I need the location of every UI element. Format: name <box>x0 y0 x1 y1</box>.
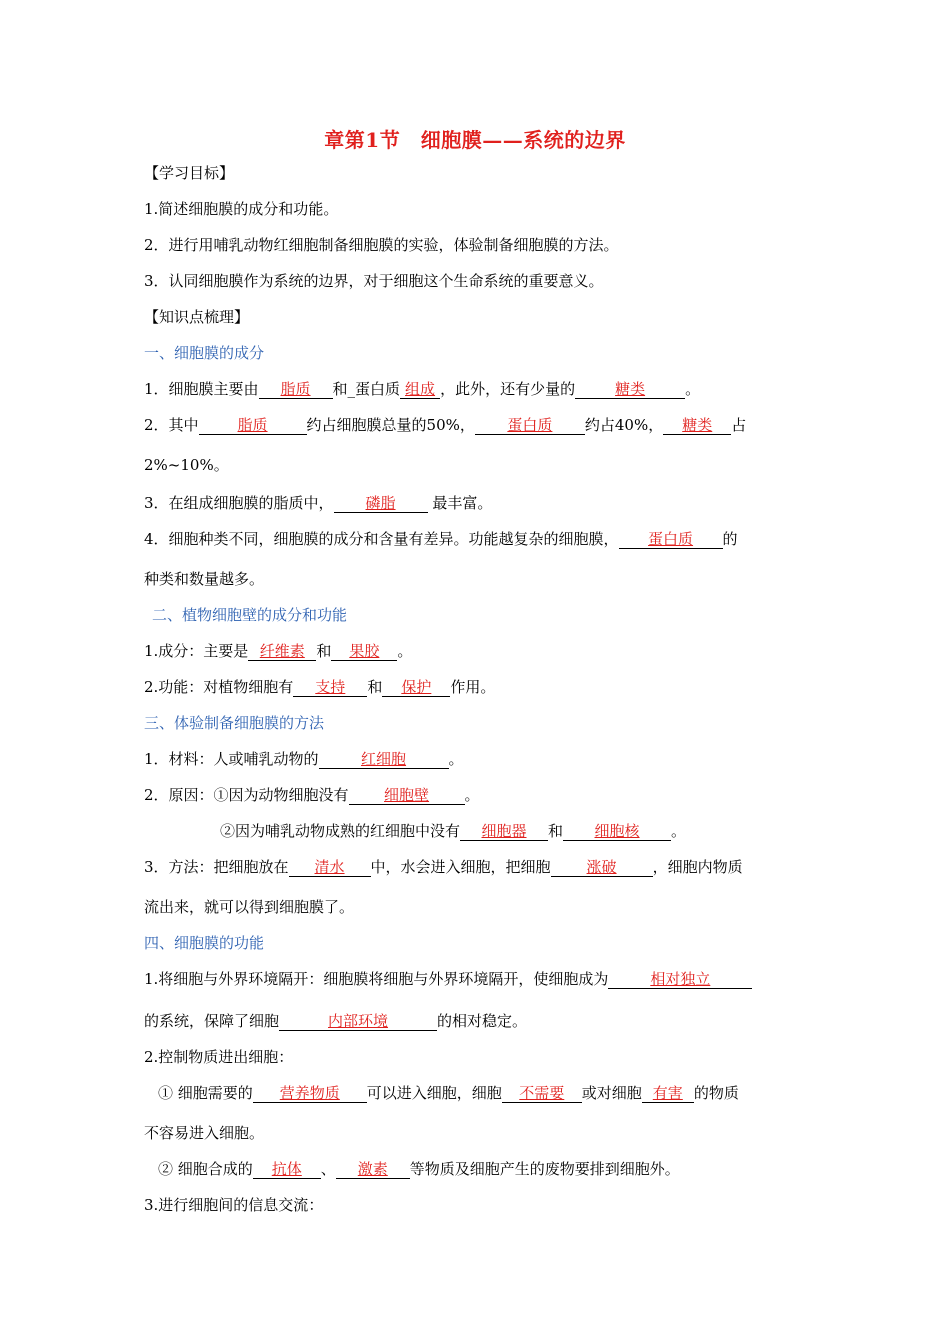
text: 和 <box>548 822 564 840</box>
section-2-heading: 二、植物细胞壁的成分和功能 <box>152 606 348 624</box>
text: 和 <box>316 642 332 660</box>
text: 。 <box>685 380 701 398</box>
answer-blank <box>642 1084 694 1103</box>
knowledge-heading: 【知识点梳理】 <box>144 308 250 326</box>
text: 和_蛋白质 <box>332 380 401 398</box>
answer-blank <box>575 380 685 399</box>
answer-blank <box>400 380 440 399</box>
answer-blank <box>253 1160 321 1179</box>
text: ，细胞内物质 <box>652 858 743 876</box>
answer-blank <box>293 678 367 697</box>
section-3-heading: 三、体验制备细胞膜的方法 <box>144 714 325 732</box>
answer-text: 不需要 <box>519 1084 565 1102</box>
text: 。 <box>397 642 413 660</box>
text: ① 细胞需要的 <box>158 1084 253 1102</box>
s1-line-2b: 2%~10%。 <box>144 456 229 474</box>
text: 。 <box>448 750 464 768</box>
answer-blank <box>199 416 307 435</box>
text: 等物质及细胞产生的废物要排到细胞外。 <box>409 1160 680 1178</box>
answer-blank <box>319 750 449 769</box>
answer-text: 糖类 <box>682 416 713 434</box>
answer-blank <box>336 1160 410 1179</box>
answer-text: 支持 <box>315 678 346 696</box>
answer-text: 营养物质 <box>279 1084 340 1102</box>
answer-blank <box>382 678 450 697</box>
answer-blank <box>502 1084 582 1103</box>
text: 1．材料：人或哺乳动物的 <box>144 750 319 768</box>
goal-item-3: 3．认同细胞膜作为系统的边界，对于细胞这个生命系统的重要意义。 <box>144 272 604 290</box>
answer-blank <box>551 858 653 877</box>
answer-blank <box>460 822 548 841</box>
answer-text: 内部环境 <box>328 1012 389 1030</box>
answer-blank <box>349 786 465 805</box>
s3-line-2 <box>144 785 480 805</box>
answer-blank <box>663 416 731 435</box>
answer-text: 细胞核 <box>594 822 640 840</box>
answer-text: 糖类 <box>615 380 646 398</box>
text: 4．细胞种类不同，细胞膜的成分和含量有差异。功能越复杂的细胞膜， <box>144 530 619 548</box>
answer-blank <box>334 494 428 513</box>
s3-line-1 <box>144 749 464 769</box>
text: 或对细胞 <box>581 1084 642 1102</box>
s4-line-2: 2.控制物质进出细胞： <box>144 1048 294 1066</box>
answer-text: 激素 <box>357 1160 388 1178</box>
text: 、 <box>320 1160 336 1178</box>
answer-text: 清水 <box>314 858 345 876</box>
answer-blank <box>289 858 371 877</box>
answer-text: 磷脂 <box>365 494 396 512</box>
text: 2．其中 <box>144 416 199 434</box>
text: 1.将细胞与外界环境隔开：细胞膜将细胞与外界环境隔开，使细胞成为 <box>144 970 609 988</box>
answer-text: 细胞壁 <box>384 786 430 804</box>
answer-text: 细胞器 <box>481 822 527 840</box>
answer-text: 抗体 <box>271 1160 302 1178</box>
text: 占 <box>731 416 747 434</box>
text: 作用。 <box>450 678 496 696</box>
answer-blank <box>563 822 671 841</box>
goal-item-1: 1.简述细胞膜的成分和功能。 <box>144 200 339 218</box>
answer-text: 蛋白质 <box>507 416 553 434</box>
text: 的物质 <box>693 1084 739 1102</box>
learning-goals-heading: 【学习目标】 <box>144 164 235 182</box>
answer-blank <box>608 970 752 989</box>
s1-line-1 <box>144 379 700 399</box>
answer-text: 纤维素 <box>259 642 305 660</box>
text: 2.功能：对植物细胞有 <box>144 678 294 696</box>
s4-line-1b <box>144 1011 527 1031</box>
s4-line-2ab: 不容易进入细胞。 <box>144 1124 265 1142</box>
s1-line-4b: 种类和数量越多。 <box>144 570 265 588</box>
answer-text: 红细胞 <box>361 750 407 768</box>
s2-line-1 <box>144 641 412 661</box>
answer-text: 有害 <box>652 1084 683 1102</box>
answer-blank <box>475 416 585 435</box>
answer-blank <box>619 530 723 549</box>
text: 2．原因：①因为动物细胞没有 <box>144 786 349 804</box>
answer-blank <box>259 380 333 399</box>
text: 的相对稳定。 <box>437 1012 528 1030</box>
s2-line-2 <box>144 677 495 697</box>
s1-line-3 <box>144 493 492 513</box>
answer-blank <box>279 1012 437 1031</box>
s1-line-2 <box>144 415 746 435</box>
text: 的系统，保障了细胞 <box>144 1012 280 1030</box>
answer-text: 相对独立 <box>650 970 711 988</box>
text: ②因为哺乳动物成熟的红细胞中没有 <box>220 822 461 840</box>
section-4-heading: 四、细胞膜的功能 <box>144 934 265 952</box>
page-title: 章第1节 细胞膜——系统的边界 <box>324 128 626 152</box>
text: 1.成分：主要是 <box>144 642 249 660</box>
text: ② 细胞合成的 <box>158 1160 253 1178</box>
s1-line-4 <box>144 529 738 549</box>
answer-text: 涨破 <box>586 858 617 876</box>
text: 最丰富。 <box>427 494 493 512</box>
answer-blank <box>253 1084 367 1103</box>
text: 可以进入细胞，细胞 <box>366 1084 502 1102</box>
answer-text: 果胶 <box>349 642 380 660</box>
answer-text: 脂质 <box>280 380 311 398</box>
goal-item-2: 2．进行用哺乳动物红细胞制备细胞膜的实验，体验制备细胞膜的方法。 <box>144 236 619 254</box>
text: 。 <box>464 786 480 804</box>
answer-text: 蛋白质 <box>648 530 694 548</box>
section-1-heading: 一、细胞膜的成分 <box>144 344 265 362</box>
text: 3．在组成细胞膜的脂质中， <box>144 494 334 512</box>
s4-line-1 <box>144 969 752 989</box>
text: 约占细胞膜总量的50%， <box>306 416 475 434</box>
text: 3．方法：把细胞放在 <box>144 858 289 876</box>
s3-line-3 <box>144 857 743 877</box>
s3-line-2b <box>220 821 686 841</box>
text: 和 <box>367 678 383 696</box>
answer-blank <box>248 642 316 661</box>
text: 1．细胞膜主要由 <box>144 380 259 398</box>
text: 。 <box>671 822 687 840</box>
s4-line-2a <box>158 1083 739 1103</box>
s4-line-2c <box>158 1159 680 1179</box>
s4-line-3: 3.进行细胞间的信息交流： <box>144 1196 324 1214</box>
text: 中，水会进入细胞，把细胞 <box>370 858 551 876</box>
text: ，此外，还有少量的 <box>440 380 576 398</box>
text: 约占40%， <box>584 416 664 434</box>
answer-blank <box>331 642 397 661</box>
s3-line-3b: 流出来，就可以得到细胞膜了。 <box>144 898 355 916</box>
answer-text: 保护 <box>401 678 432 696</box>
text: 的 <box>722 530 738 548</box>
answer-text: 组成 <box>405 380 436 398</box>
answer-text: 脂质 <box>237 416 268 434</box>
